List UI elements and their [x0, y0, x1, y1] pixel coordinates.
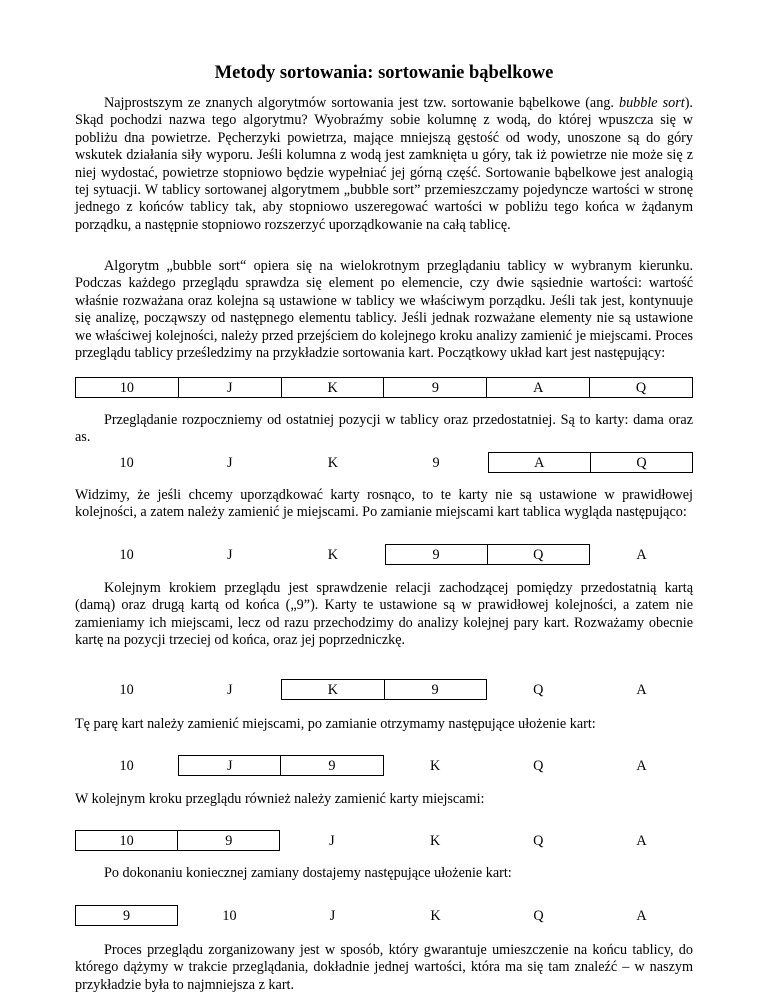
card-cell: K — [429, 758, 441, 774]
card-cell: J — [226, 455, 233, 471]
card-cell: K — [327, 455, 339, 471]
card-cell: J — [226, 547, 233, 563]
card-cell: K — [327, 547, 339, 563]
card-cell: Q — [590, 377, 693, 398]
paragraph-intro — [75, 95, 693, 234]
card-cell: 10 — [119, 682, 134, 698]
card-cell: Q — [533, 833, 544, 849]
card-cell: 10 — [119, 547, 134, 563]
card-cell: J — [329, 833, 335, 849]
card-row-4 — [75, 679, 693, 700]
card-row-7 — [75, 905, 693, 926]
card-cell: J — [329, 908, 336, 924]
card-cell: J — [226, 682, 233, 698]
card-cell: K — [282, 377, 385, 398]
card-cell: 9 — [75, 905, 178, 926]
card-cell: 10 — [222, 908, 237, 924]
card-cell: A — [636, 833, 647, 849]
card-row-1 — [75, 377, 693, 398]
card-cell: 9 — [432, 455, 440, 471]
card-cell: 9 — [178, 830, 280, 851]
paragraph-algorithm: Algorytm „bubble sort“ opiera się na wielokrotnym przeglądaniu tablicy w wybranym kierunku. Podczas każdego przeglądu sprawdza się element po elemencie, czy dwie sąsiednie wartości: wartość właśnie rozważana oraz kolejna są ustawione w tablicy we właściwym porządku. Jeśli tak jest, kontynuuje się analizę, począwszy od następnego elementu tablicy. Jeśli jednak rozważane elementy nie są ustawione we właściwej kolejności, należy przed przejściem do kolejnego kroku analizy zamienić je miejscami. Proces przeglądu tablicy prześledzimy na przykładzie sortowania kart. Początkowy układ kart jest następujący: — [75, 258, 693, 362]
document-title: Metody sortowania: sortowanie bąbelkowe — [214, 63, 554, 83]
paragraph-intro-emphasis: bubble sort — [618, 95, 685, 111]
card-cell: 9 — [281, 755, 383, 776]
paragraph-next-swap: W kolejnym kroku przeglądu również należy zamienić karty miejscami: — [75, 791, 485, 807]
card-row-2 — [75, 452, 693, 473]
card-row-3 — [75, 544, 693, 565]
paragraph-swap-needed: Widzimy, że jeśli chcemy uporządkować karty rosnąco, to te karty nie są ustawione w prawidłowej kolejności, a zatem należy zamienić je miejscami. Po zamianie miejscami kart tablica wygląda następująco: — [75, 487, 693, 521]
card-cell: Q — [533, 682, 544, 698]
card-cell: 10 — [119, 455, 134, 471]
card-cell: 9 — [385, 679, 487, 700]
card-row-6 — [75, 830, 693, 851]
paragraph-after-swap: Po dokonaniu koniecznej zamiany dostajemy następujące ułożenie kart: — [104, 865, 512, 881]
card-cell: A — [488, 452, 591, 473]
card-cell: 9 — [384, 377, 487, 398]
card-cell: Q — [591, 452, 693, 473]
card-row-5 — [75, 755, 693, 776]
card-cell: J — [178, 755, 281, 776]
card-cell: A — [636, 908, 647, 924]
card-cell: A — [636, 547, 647, 563]
paragraph-intro-part1: Najprostszym ze znanych algorytmów sortowania jest tzw. sortowanie bąbelkowe (ang. — [104, 95, 619, 111]
card-cell: Q — [533, 908, 544, 924]
paragraph-start-review: Przeglądanie rozpoczniemy od ostatniej pozycji w tablicy oraz przedostatniej. Są to karty: dama oraz as. — [75, 412, 693, 446]
card-cell: K — [281, 679, 384, 700]
paragraph-conclusion: Proces przeglądu zorganizowany jest w sposób, który gwarantuje umieszczenie na końcu tablicy, do którego dążymy w trakcie przeglądania, dokładnie jednej wartości, która ma się tam znaleźć – w naszym przykładzie była to najmniejsza z kart. — [75, 942, 693, 993]
card-cell: 9 — [385, 544, 488, 565]
card-cell: A — [487, 377, 590, 398]
card-cell: K — [430, 908, 441, 924]
paragraph-intro-part2: ). Skąd pochodzi nazwa tego algorytmu? Wyobraźmy sobie kolumnę z wodą, do której wpuszcza się w pobliżu dna powietrze. Pęcherzyki powietrza, mające mniejszą gęstość od wody, unoszone są do góry wskutek działania siły wyporu. Jeśli kolumna z wodą jest zamknięta u góry, tak iż powietrze nie może się z niej wydostać, powietrze stopniowo będzie wypełniać jej górną część. Sortowanie bąbelkowe jest analogią tej sytuacji. W tablicy sortowanej algorytmem „bubble sort” przemieszczamy pojedyncze wartości w stronę jednego z końców tablicy tak, aby stopniowo uszeregować wartości w pobliżu tego końca w żądanym porządku, a następnie stopniowo rozszerzyć uporządkowanie na całą tablicę. — [75, 95, 693, 233]
paragraph-swap-pair: Tę parę kart należy zamienić miejscami, po zamianie otrzymamy następujące ułożenie kart: — [75, 716, 596, 732]
card-cell: 10 — [75, 377, 179, 398]
card-cell: A — [636, 758, 647, 774]
card-cell: Q — [533, 758, 544, 774]
card-cell: J — [179, 377, 282, 398]
card-cell: Q — [488, 544, 590, 565]
card-cell: K — [429, 833, 441, 849]
card-cell: A — [636, 682, 647, 698]
card-cell: 10 — [119, 758, 134, 774]
card-cell: 10 — [75, 830, 178, 851]
paragraph-next-step: Kolejnym krokiem przeglądu jest sprawdzenie relacji zachodzącej pomiędzy przedostatnią kartą (damą) oraz drugą kartą od końca („9”). Karty te ustawione są w prawidłowej kolejności, a zatem nie zamieniamy ich miejscami, lecz od razu przechodzimy do analizy kolejnej pary kart. Rozważamy obecnie kartę na pozycji trzeciej od końca, oraz jej poprzedniczkę. — [75, 580, 693, 649]
